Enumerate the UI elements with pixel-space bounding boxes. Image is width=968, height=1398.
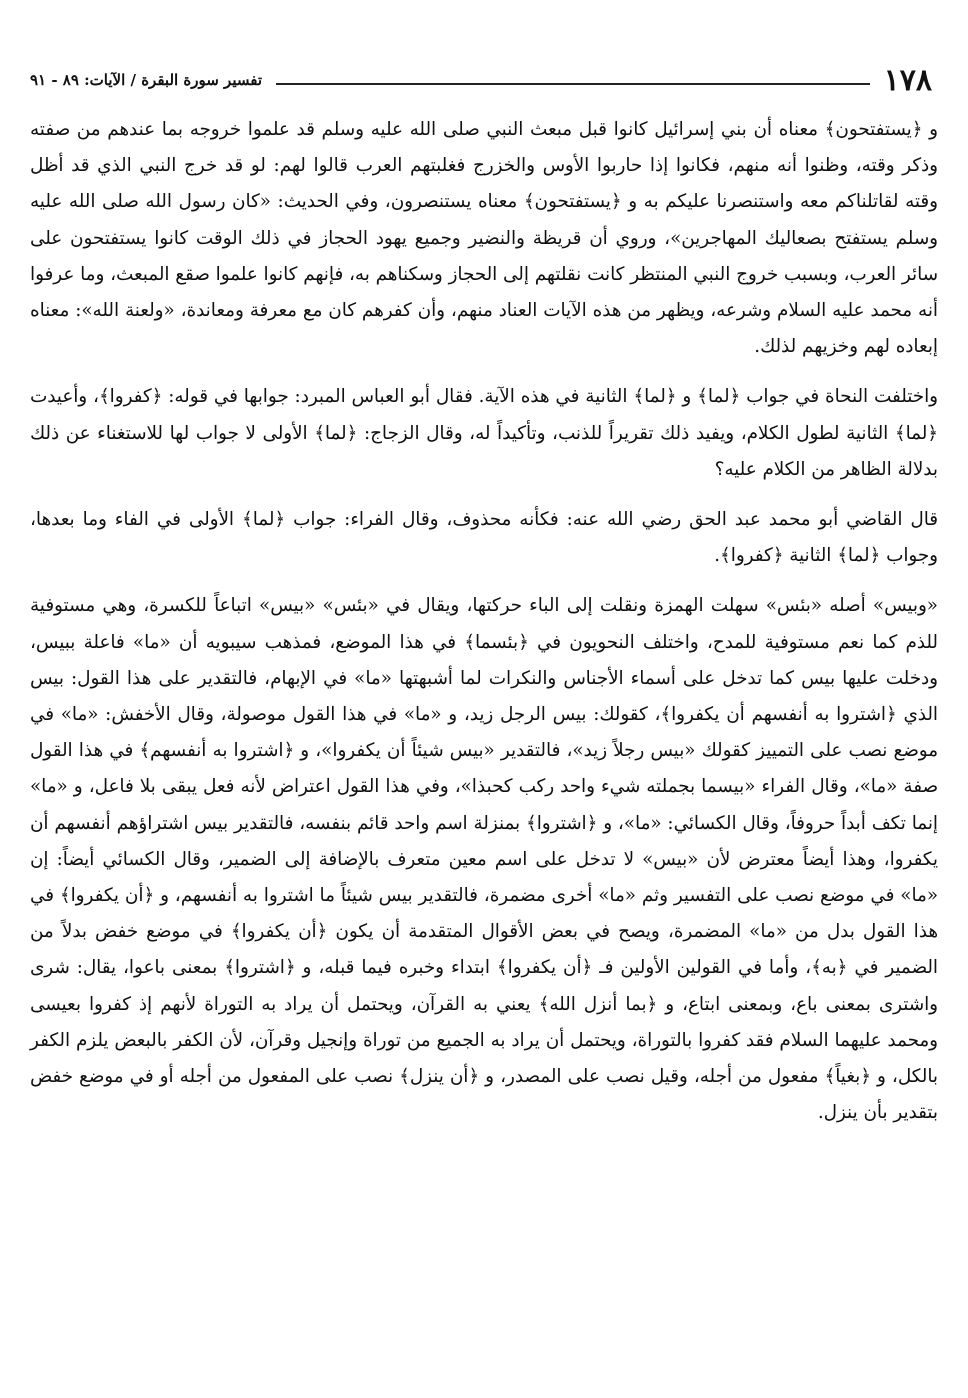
running-title: تفسير سورة البقرة / الآيات: ٨٩ - ٩١ — [30, 71, 262, 89]
page-number: ١٧٨ — [883, 62, 932, 98]
paragraph: «وبيس» أصله «بئس» سهلت الهمزة ونقلت إلى الباء حركتها، ويقال في «بئس» «بيس» اتباعاً للكسرة، وهي مستوفية للذم كما نعم مستوفية للمدح، واختلف النحويون في ﴿بئسما﴾ في هذا الموضع، فمذهب سيبويه أن «ما» فاعلة ببيس، ودخلت عليها بيس كما تدخل على أسماء الأجناس والنكرات لما أشبهتها «ما» في الإبهام، فالتقدير على هذا القول: بيس الذي ﴿اشتروا به أنفسهم أن يكفروا﴾، كقولك: بيس الرجل زيد، و «ما» في هذا القول موصولة، وقال الأخفش: «ما» في موضع نصب على التمييز كقولك «بيس رجلاً زيد»، فالتقدير «بيس شيئاً أن يكفروا»، و ﴿اشتروا به أنفسهم﴾ في هذا القول صفة «ما»، وقال الفراء «بيسما بجملته شيء واحد ركب كحبذا»، وفي هذا القول اعتراض لأنه فعل يبقى بلا فاعل، و «ما» إنما تكف أبداً حروفاً، وقال الكسائي: «ما»، و ﴿اشتروا﴾ بمنزلة اسم واحد قائم بنفسه، فالتقدير بيس اشتراؤهم أنفسهم أن يكفروا، وهذا أيضاً معترض لأن «بيس» لا تدخل على اسم معين متعرف بالإضافة إلى الضمير، وقال الكسائي أيضاً: إن «ما» في موضع نصب على التفسير وثم «ما» أخرى مضمرة، فالتقدير بيس شيئاً ما اشتروا به أنفسهم، و ﴿أن يكفروا﴾ في هذا القول بدل من «ما» المضمرة، ويصح في بعض الأقوال المتقدمة أن يكون ﴿أن يكفروا﴾ في موضع خفض بدلاً من الضمير في ﴿به﴾، وأما في القولين الأولين فـ ﴿أن يكفروا﴾ ابتداء وخبره فيما قبله، و ﴿اشتروا﴾ بمعنى باعوا، يقال: شرى واشترى بمعنى باع، وبمعنى ابتاع، و ﴿بما أنزل الله﴾ يعني به القرآن، ويحتمل أن يراد به التوراة لأنهم إذ كفروا بعيسى ومحمد عليهما السلام فقد كفروا بالتوراة، ويحتمل أن يراد به الجميع من توراة وإنجيل وقرآن، لأن الكفر بالبعض يلزم الكفر بالكل، و ﴿بغياً﴾ مفعول من أجله، وقيل نصب على المصدر، و ﴿أن ينزل﴾ نصب على المفعول من أجله أو في موضع خفض بتقدير بأن ينزل. — [30, 595, 938, 1124]
page-header — [30, 60, 938, 100]
book-page — [30, 60, 938, 1380]
page-body — [30, 112, 938, 1131]
paragraph: و ﴿يستفتحون﴾ معناه أن بني إسرائيل كانوا قبل مبعث النبي صلى الله عليه وسلم قد علموا خروجه بما عندهم من صفته وذكر وقته، وظنوا أنه منهم، فكانوا إذا حاربوا الأوس والخزرج فغلبتهم العرب قالوا لهم: لو قد خرج النبي الذي قد أظل وقته لقاتلناكم معه واستنصرنا عليكم به و ﴿يستفتحون﴾ معناه يستنصرون، وفي الحديث: «كان رسول الله صلى الله عليه وسلم يستفتح بصعاليك المهاجرين»، وروي أن قريظة والنضير وجميع يهود الحجاز في ذلك الوقت كانوا يستفتحون على سائر العرب، وبسبب خروج النبي المنتظر كانت نقلتهم إلى الحجاز وسكناهم به، فإنهم كانوا علموا صقع المبعث، وما عرفوا أنه محمد عليه السلام وشرعه، ويظهر من هذه الآيات العناد منهم، وأن كفرهم كان مع معرفة ومعاندة، «ولعنة الله»: معناه إبعاده لهم وخزيهم لذلك. — [30, 119, 938, 358]
paragraph: قال القاضي أبو محمد عبد الحق رضي الله عنه: فكأنه محذوف، وقال الفراء: جواب ﴿لما﴾ الأولى في الفاء وما بعدها، وجواب ﴿لما﴾ الثانية ﴿كفروا﴾. — [30, 509, 938, 567]
paragraph: واختلفت النحاة في جواب ﴿لما﴾ و ﴿لما﴾ الثانية في هذه الآية. فقال أبو العباس المبرد: جوابها في قوله: ﴿كفروا﴾، وأعيدت ﴿لما﴾ الثانية لطول الكلام، ويفيد ذلك تقريراً للذنب، وتأكيداً له، وقال الزجاج: ﴿لما﴾ الأولى لا جواب لها للاستغناء عن ذلك بدلالة الظاهر من الكلام عليه؟ — [30, 386, 938, 480]
header-rule — [276, 83, 870, 85]
